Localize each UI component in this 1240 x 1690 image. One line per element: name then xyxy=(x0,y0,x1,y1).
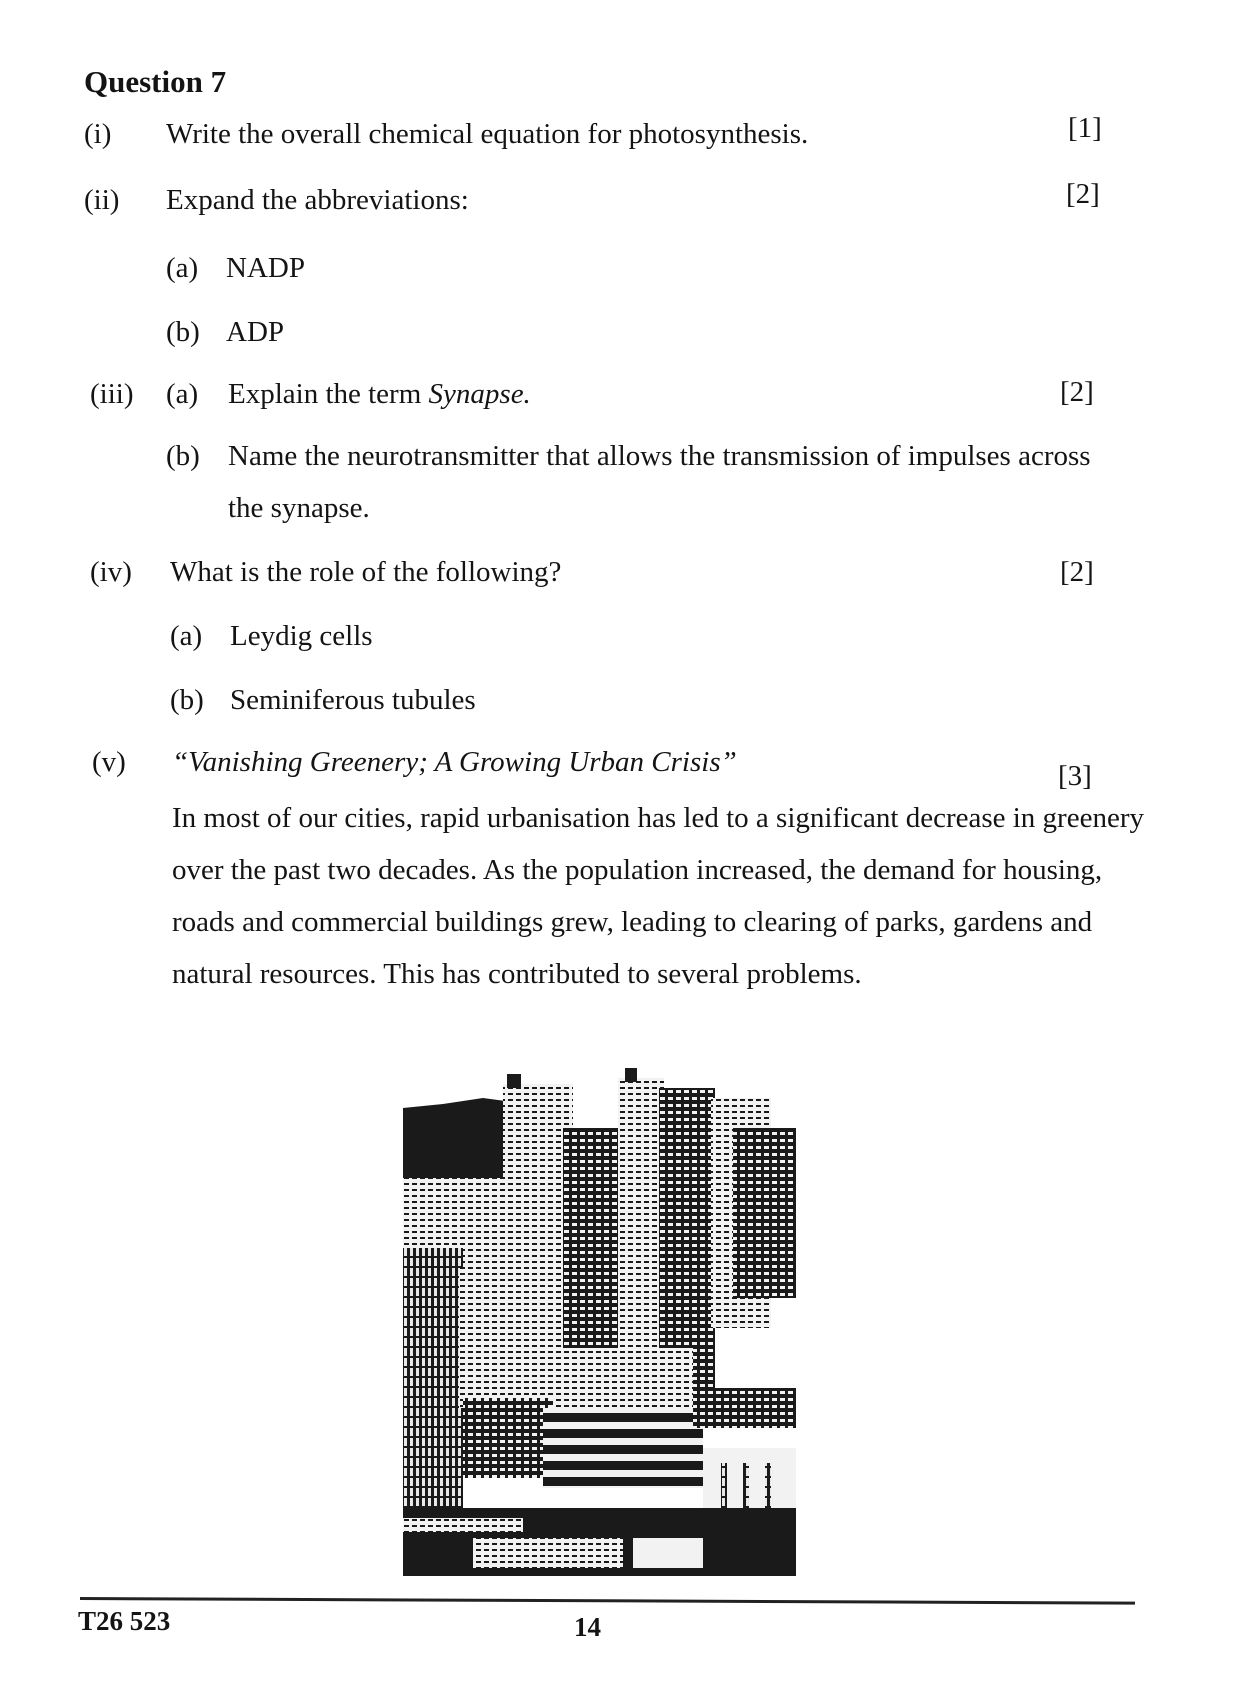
urban-skyline-photo xyxy=(403,1068,796,1576)
part-iii-b-line2: the synapse. xyxy=(228,492,370,524)
part-iv-a-label: (a) xyxy=(170,620,203,652)
synapse-term: Synapse. xyxy=(428,378,531,410)
part-iv-b-label: (b) xyxy=(170,684,204,716)
part-ii-a-label: (a) xyxy=(166,252,199,284)
part-ii-number: (ii) xyxy=(84,184,120,216)
paragraph-line: roads and commercial buildings grew, leading to clearing of parks, gardens and xyxy=(172,906,1093,938)
part-v-paragraph xyxy=(172,792,1144,1000)
part-iii-a-prefix: Explain the term xyxy=(228,378,429,410)
part-iii-number: (iii) xyxy=(90,378,134,410)
part-ii-a-text: NADP xyxy=(226,252,305,284)
part-i-marks: [1] xyxy=(1068,112,1102,144)
question-title: Question 7 xyxy=(84,64,227,99)
part-iii-b-label: (b) xyxy=(166,440,200,472)
part-iv-number: (iv) xyxy=(90,556,132,588)
part-iii-b-line1: Name the neurotransmitter that allows the transmission of impulses across xyxy=(228,440,1091,472)
part-v-marks: [3] xyxy=(1058,760,1092,792)
page-number: 14 xyxy=(574,1612,601,1642)
part-ii-b-label: (b) xyxy=(166,316,200,348)
part-ii-marks: [2] xyxy=(1066,178,1100,210)
footer-rule xyxy=(80,1597,1135,1605)
paragraph-line: over the past two decades. As the population increased, the demand for housing, xyxy=(172,854,1103,886)
part-i-number: (i) xyxy=(84,118,112,150)
footer-code: T26 523 xyxy=(78,1606,171,1636)
part-iv-b-text: Seminiferous tubules xyxy=(230,684,476,716)
part-i-text: Write the overall chemical equation for photosynthesis. xyxy=(166,118,809,150)
part-iii-a-label: (a) xyxy=(166,378,199,410)
part-ii-b-text: ADP xyxy=(226,316,285,348)
paragraph-line: In most of our cities, rapid urbanisation has led to a significant decrease in greenery xyxy=(172,802,1144,834)
part-v-heading: “Vanishing Greenery; A Growing Urban Crisis” xyxy=(172,746,737,778)
part-iii-a-text xyxy=(228,378,531,411)
part-v-number: (v) xyxy=(92,746,126,778)
part-iv-a-text: Leydig cells xyxy=(230,620,373,652)
part-iv-text: What is the role of the following? xyxy=(170,556,562,588)
part-ii-text: Expand the abbreviations: xyxy=(166,184,469,216)
part-iv-marks: [2] xyxy=(1060,556,1094,588)
part-iii-marks: [2] xyxy=(1060,376,1094,408)
paragraph-line: natural resources. This has contributed to several problems. xyxy=(172,958,862,990)
